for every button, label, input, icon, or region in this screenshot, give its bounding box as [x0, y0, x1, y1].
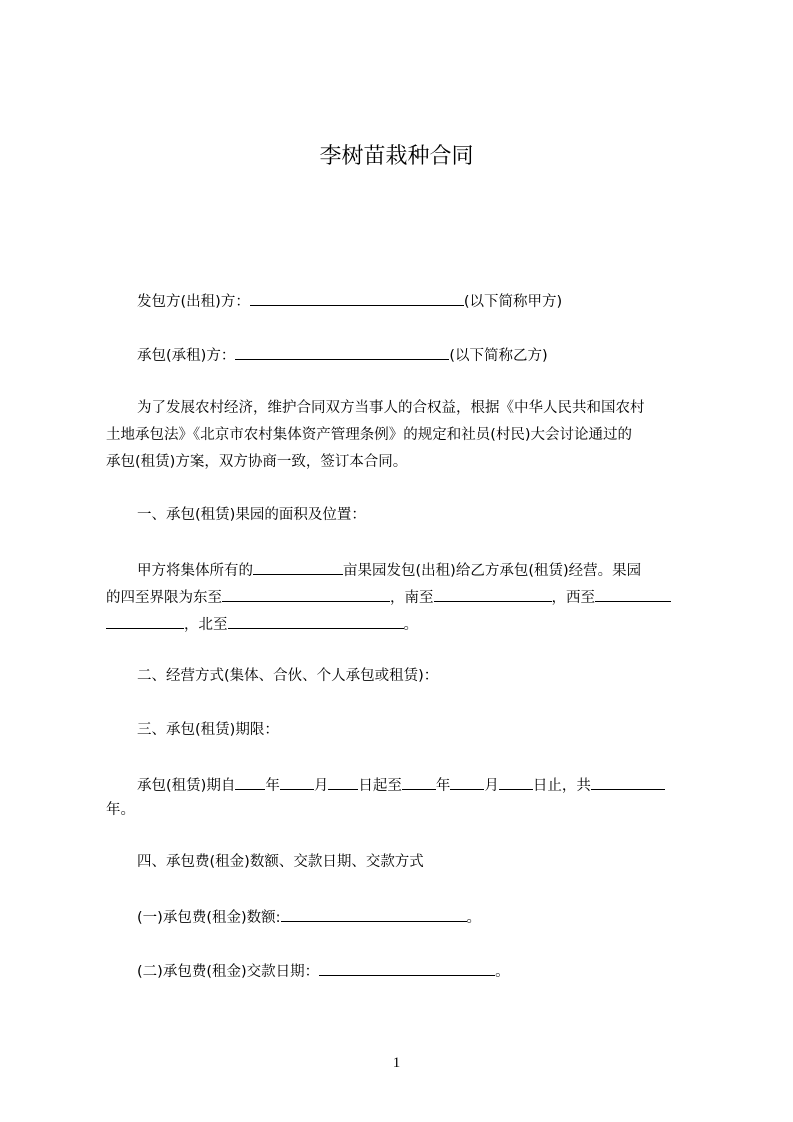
term-start-label: 承包(租赁)期自	[137, 778, 236, 794]
term-total-label: 日止，共	[532, 778, 591, 794]
fee-amount-end: 。	[466, 910, 482, 926]
end-month-label: 月	[484, 778, 499, 794]
end-day-blank	[499, 774, 533, 790]
section-1-end: 。	[403, 617, 418, 633]
total-years-blank	[591, 774, 665, 790]
party-b-label: 承包(承租)方：	[137, 348, 236, 364]
boundary-east-label: 的四至界限为东至	[106, 590, 222, 606]
intro-line-3: 承包(租赁)方案，双方协商一致，签订本合同。	[106, 454, 408, 470]
fee-amount-line	[137, 906, 481, 928]
fee-amount-blank	[281, 906, 467, 922]
page-number: 1	[392, 1055, 401, 1071]
section-3-heading: 三、承包(租赁)期限：	[137, 722, 279, 738]
party-b-blank	[235, 344, 449, 360]
area-blank	[253, 559, 343, 575]
term-line-1	[137, 774, 665, 796]
intro-line-1: 为了发展农村经济，维护合同双方当事人的合权益，根据《中华人民共和国农村	[137, 400, 645, 416]
fee-amount-label: (一)承包费(租金)数额:	[137, 910, 281, 926]
party-b-suffix: (以下简称乙方)	[449, 348, 548, 364]
party-a-label: 发包方(出租)方：	[137, 294, 250, 310]
party-a-blank	[250, 290, 464, 306]
intro-line-2: 土地承包法》《北京市农村集体资产管理条例》的规定和社员(村民)大会讨论通过的	[106, 427, 633, 443]
section-4-heading: 四、承包费(租金)数额、交款日期、交款方式	[137, 854, 424, 870]
fee-date-blank	[319, 960, 495, 976]
start-month-blank	[280, 774, 314, 790]
start-year-blank	[235, 774, 265, 790]
boundary-south-blank	[434, 586, 552, 602]
party-a-line	[137, 290, 562, 312]
section-1-line-3	[106, 613, 418, 635]
party-b-line	[137, 344, 548, 366]
section-2-heading: 二、经营方式(集体、合伙、个人承包或租赁)：	[137, 668, 439, 684]
section-1-text-a: 甲方将集体所有的	[137, 563, 253, 579]
fee-date-end: 。	[495, 964, 510, 980]
section-1-line-2	[106, 586, 671, 608]
boundary-west-blank	[595, 586, 671, 602]
end-month-blank	[450, 774, 484, 790]
boundary-north-blank	[228, 613, 404, 629]
end-year-blank	[402, 774, 436, 790]
section-1-text-b: 亩果园发包(出租)给乙方承包(租赁)经营。果园	[343, 563, 642, 579]
boundary-south-label: ，南至	[390, 590, 434, 606]
boundary-west-label: ，西至	[551, 590, 595, 606]
term-to-label: 日起至	[358, 778, 402, 794]
fee-date-line	[137, 960, 510, 982]
document-title: 李树苗栽种合同	[319, 144, 474, 169]
section-1-line-1	[137, 559, 641, 581]
start-month-label: 月	[313, 778, 329, 794]
section-1-heading: 一、承包(租赁)果园的面积及位置：	[137, 507, 366, 523]
boundary-west-blank-cont	[106, 613, 184, 629]
fee-date-label: (二)承包费(租金)交款日期：	[137, 964, 320, 980]
boundary-north-label: ，北至	[184, 617, 228, 633]
start-year-label: 年	[265, 778, 280, 794]
start-day-blank	[328, 774, 358, 790]
end-year-label: 年	[435, 778, 451, 794]
party-a-suffix: (以下简称甲方)	[463, 294, 563, 310]
boundary-east-blank	[222, 586, 390, 602]
term-line-2: 年。	[106, 802, 135, 818]
